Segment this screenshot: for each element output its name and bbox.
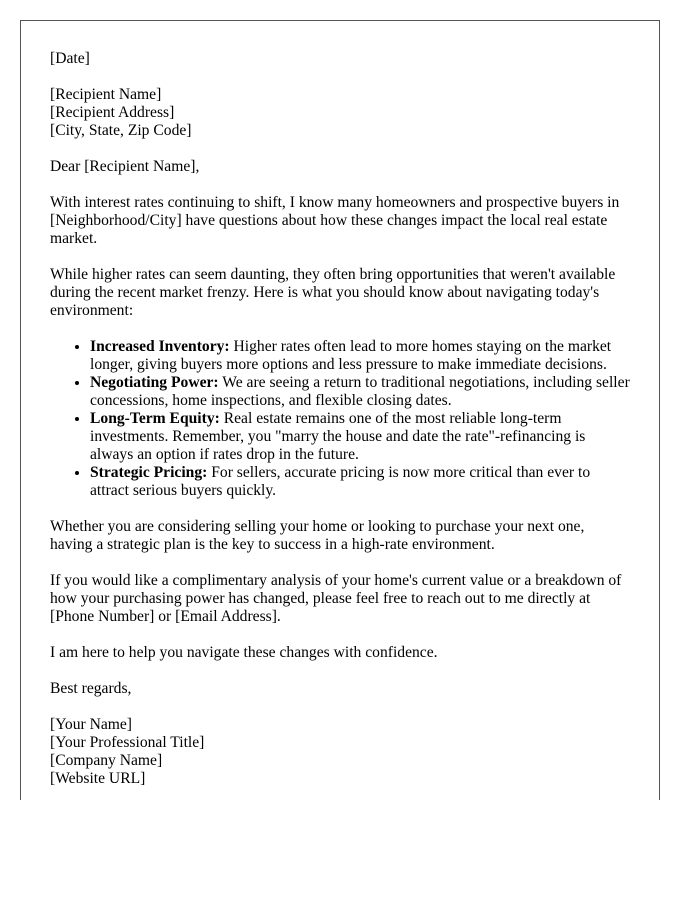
signature-title: [Your Professional Title] (50, 734, 205, 751)
recipient-block (50, 86, 630, 140)
list-item-text: Higher rates often lead to more homes staying on the market longer, giving buyers more options and less pressure to make immediate decisions. (90, 338, 612, 373)
list-item-title: Increased Inventory: (90, 338, 230, 355)
signature-website: [Website URL] (50, 770, 146, 787)
list-item (90, 464, 630, 500)
recipient-city-state-zip: [City, State, Zip Code] (50, 122, 192, 139)
intro-paragraph: With interest rates continuing to shift, I know many homeowners and prospective buyers in [Neighborhood/City] have questions about how these changes impact the local real estate market. (50, 194, 620, 247)
list-item (90, 338, 630, 374)
letter-date: [Date] (50, 50, 90, 67)
letter-page (20, 20, 660, 800)
tips-list (50, 338, 630, 500)
offer-paragraph: If you would like a complimentary analysis of your home's current value or a breakdown of how your purchasing power has changed, please feel free to reach out to me directly at [Phone Number] or [Email Address]. (50, 572, 622, 625)
context-paragraph: While higher rates can seem daunting, they often bring opportunities that weren't available during the recent market frenzy. Here is what you should know about navigating today's environment: (50, 266, 616, 319)
list-item-text: We are seeing a return to traditional negotiations, including seller concessions, home inspections, and flexible closing dates. (90, 374, 630, 409)
signoff: Best regards, (50, 680, 132, 697)
list-item-title: Long-Term Equity: (90, 410, 220, 427)
list-item-text: For sellers, accurate pricing is now more critical than ever to attract serious buyers quickly. (90, 464, 591, 499)
signature-company: [Company Name] (50, 752, 163, 769)
list-item-text: Real estate remains one of the most reliable long-term investments. Remember, you "marry the house and date the rate"-refinancing is always an option if rates drop in the future. (90, 410, 586, 463)
list-item (90, 410, 630, 464)
list-item (90, 374, 630, 410)
closing-note: I am here to help you navigate these changes with confidence. (50, 644, 438, 661)
list-item-title: Strategic Pricing: (90, 464, 208, 481)
signature-block (50, 716, 630, 788)
recipient-address: [Recipient Address] (50, 104, 175, 121)
signature-name: [Your Name] (50, 716, 133, 733)
recipient-name: [Recipient Name] (50, 86, 162, 103)
list-item-title: Negotiating Power: (90, 374, 219, 391)
salutation: Dear [Recipient Name], (50, 158, 200, 175)
strategy-paragraph: Whether you are considering selling your home or looking to purchase your next one, having a strategic plan is the key to success in a high-rate environment. (50, 518, 585, 553)
